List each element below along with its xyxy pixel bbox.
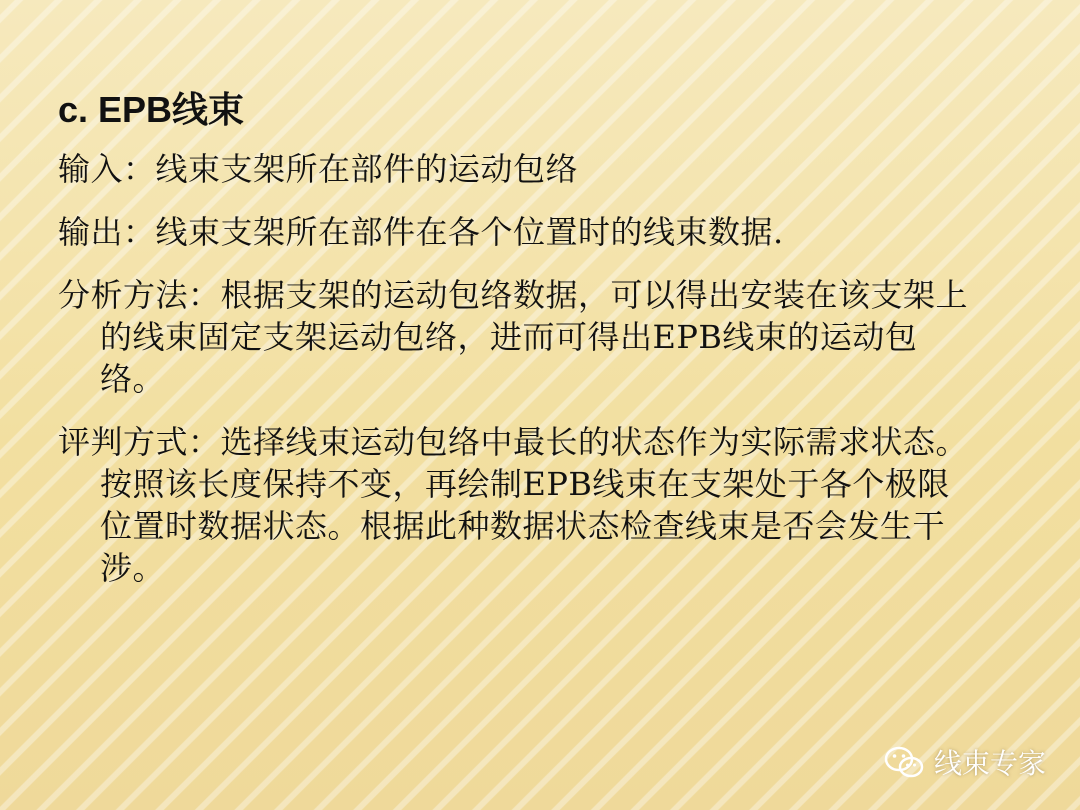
paragraph-output: 输出：线束支架所在部件在各个位置时的线束数据. <box>58 213 784 251</box>
wechat-icon <box>884 745 924 779</box>
paragraph-analysis-method: 分析方法：根据支架的运动包络数据，可以得出安装在该支架上的线束固定支架运动包络，进而可得出EPB线束的运动包络。 <box>58 276 969 398</box>
slide-title: c. EPB线束 <box>58 89 245 130</box>
paragraph-input: 输入：线束支架所在部件的运动包络 <box>58 150 579 188</box>
paragraph-evaluation-method: 评判方式：选择线束运动包络中最长的状态作为实际需求状态。按照该长度保持不变，再绘制EPB线束在支架处于各个极限位置时数据状态。根据此种数据状态检查线束是否会发生干涉。 <box>58 423 969 587</box>
slide-content <box>58 148 978 610</box>
watermark-label: 线束专家 <box>933 747 1046 780</box>
watermark <box>884 742 1046 782</box>
